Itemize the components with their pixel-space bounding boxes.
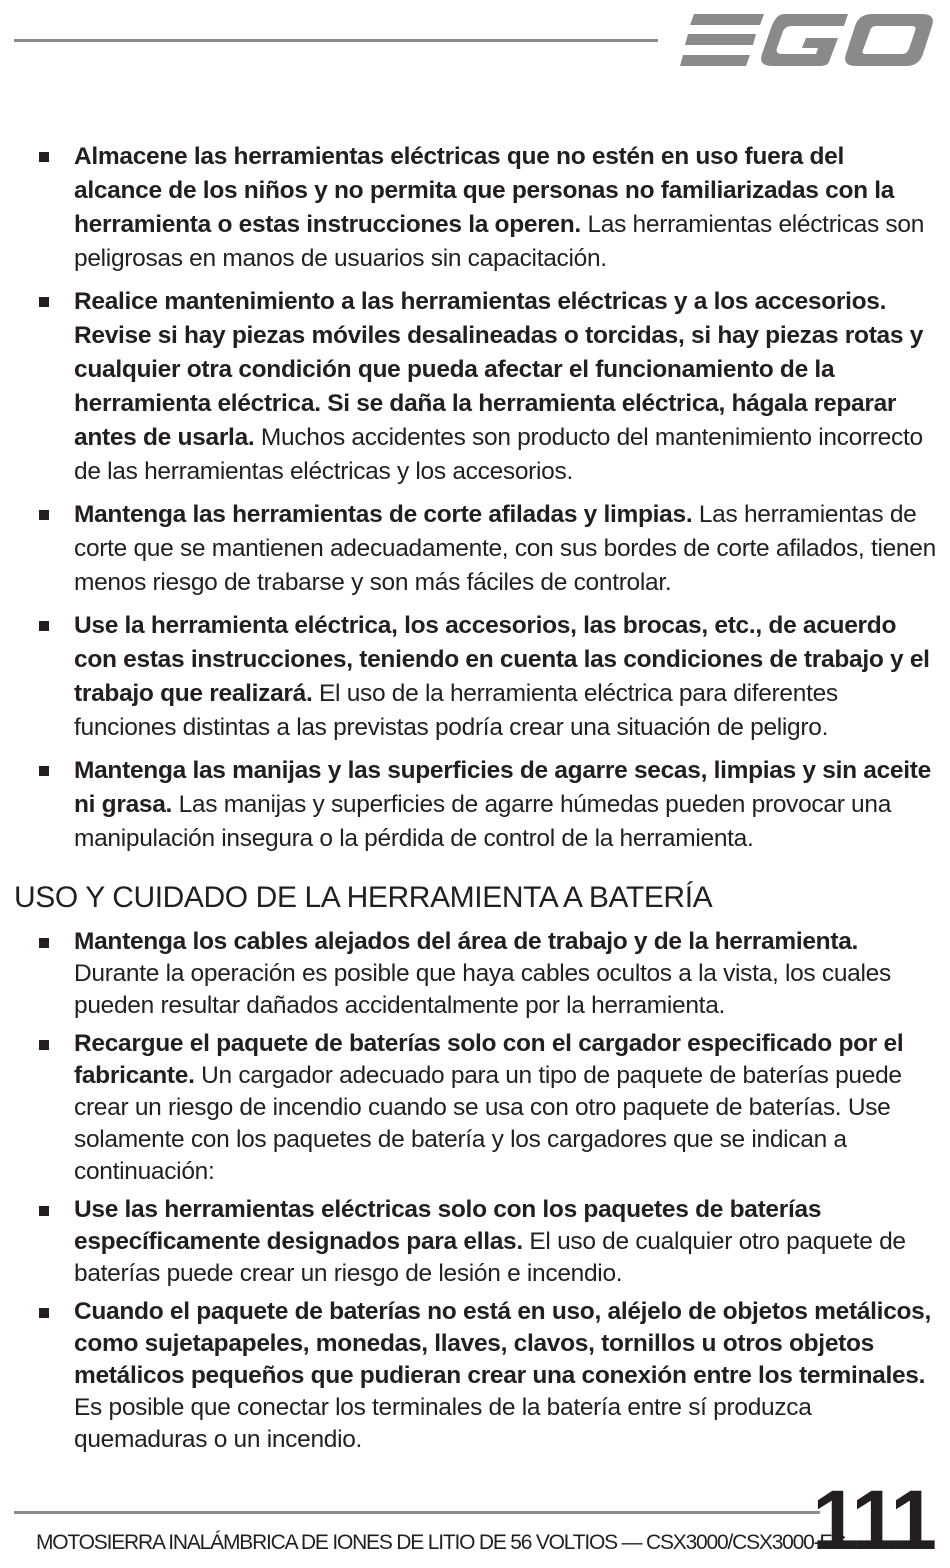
bullet-lead: Recargue el paquete de baterías solo con el cargador especificado por el fabricante. <box>74 1030 904 1089</box>
list-item <box>0 1296 950 1456</box>
bullet-body: El uso de cualquier otro paquete de baterías puede crear un riesgo de lesión e incendio. <box>74 1228 906 1287</box>
list-item <box>0 140 950 276</box>
ego-logo <box>680 12 934 68</box>
square-bullet-icon <box>39 621 49 631</box>
safety-bullet-list <box>0 140 950 856</box>
square-bullet-icon <box>39 297 49 307</box>
bullet-lead: Mantenga los cables alejados del área de trabajo y de la herramienta. <box>74 928 859 955</box>
bullet-lead: Cuando el paquete de baterías no está en uso, aléjelo de objetos metálicos, como sujetapapeles, monedas, llaves, clavos, tornillos u otros objetos metálicos pequeños que pudieran crear una conexión entre los terminales. <box>74 1298 932 1389</box>
list-item <box>0 609 950 745</box>
bullet-body: Las herramientas de corte que se mantienen adecuadamente, con sus bordes de corte afilados, tienen menos riesgo de trabarse y son más fáciles de controlar. <box>74 501 936 596</box>
bullet-body: Un cargador adecuado para un tipo de paquete de baterías puede crear un riesgo de incendio cuando se usa con otro paquete de baterías. Use solamente con los paquetes de batería y los cargadores que se indican a continuación: <box>74 1062 902 1185</box>
list-item <box>0 285 950 489</box>
square-bullet-icon <box>39 152 49 162</box>
square-bullet-icon <box>39 766 49 776</box>
page-number: 111 <box>812 1473 934 1567</box>
footer-product-title: MOTOSIERRA INALÁMBRICA DE IONES DE LITIO DE 56 VOLTIOS — CSX3000/CSX3000-FC <box>36 1531 846 1554</box>
bullet-lead: Use la herramienta eléctrica, los accesorios, las brocas, etc., de acuerdo con estas instrucciones, teniendo en cuenta las condiciones de trabajo y el trabajo que realizará. <box>74 612 930 707</box>
header-rule <box>14 39 658 42</box>
bullet-body: Durante la operación es posible que haya cables ocultos a la vista, los cuales pueden resultar dañados accidentalmente por la herramienta. <box>74 960 891 1019</box>
list-item <box>0 1194 950 1290</box>
bullet-lead: Realice mantenimiento a las herramientas eléctricas y a los accesorios. Revise si hay piezas móviles desalineadas o torcidas, si hay piezas rotas y cualquier otra condición que pueda afectar el funcionamiento de la herramienta eléctrica. Si se daña la herramienta eléctrica, hágala reparar antes de usarla. <box>74 288 924 451</box>
footer-rule <box>14 1511 820 1514</box>
ego-logo-mark <box>680 12 934 68</box>
bullet-lead: Mantenga las herramientas de corte afiladas y limpias. <box>74 501 693 528</box>
square-bullet-icon <box>39 938 49 948</box>
square-bullet-icon <box>39 1308 49 1318</box>
bullet-body: Las manijas y superficies de agarre húmedas pueden provocar una manipulación insegura o la pérdida de control de la herramienta. <box>74 791 892 852</box>
battery-bullet-list <box>0 926 950 1456</box>
main-content <box>0 140 950 1462</box>
square-bullet-icon <box>39 1040 49 1050</box>
bullet-lead: Almacene las herramientas eléctricas que no estén en uso fuera del alcance de los niños y no permita que personas no familiarizadas con la herramienta o estas instrucciones la operen. <box>74 143 895 238</box>
bullet-body: Es posible que conectar los terminales de la batería entre sí produzca quemaduras o un incendio. <box>74 1394 812 1453</box>
bullet-body: Las herramientas eléctricas son peligrosas en manos de usuarios sin capacitación. <box>74 211 925 272</box>
square-bullet-icon <box>39 510 49 520</box>
bullet-body: Muchos accidentes son producto del mantenimiento incorrecto de las herramientas eléctricas y los accesorios. <box>74 424 923 485</box>
list-item <box>0 926 950 1022</box>
bullet-body: El uso de la herramienta eléctrica para diferentes funciones distintas a las previstas podría crear una situación de peligro. <box>74 680 838 741</box>
list-item <box>0 1028 950 1188</box>
square-bullet-icon <box>39 1206 49 1216</box>
section-heading: USO Y CUIDADO DE LA HERRAMIENTA A BATERÍA <box>14 881 713 914</box>
list-item <box>0 754 950 856</box>
bullet-lead: Use las herramientas eléctricas solo con los paquetes de baterías específicamente designados para ellas. <box>74 1196 822 1255</box>
list-item <box>0 498 950 600</box>
bullet-lead: Mantenga las manijas y las superficies de agarre secas, limpias y sin aceite ni grasa. <box>74 757 931 818</box>
